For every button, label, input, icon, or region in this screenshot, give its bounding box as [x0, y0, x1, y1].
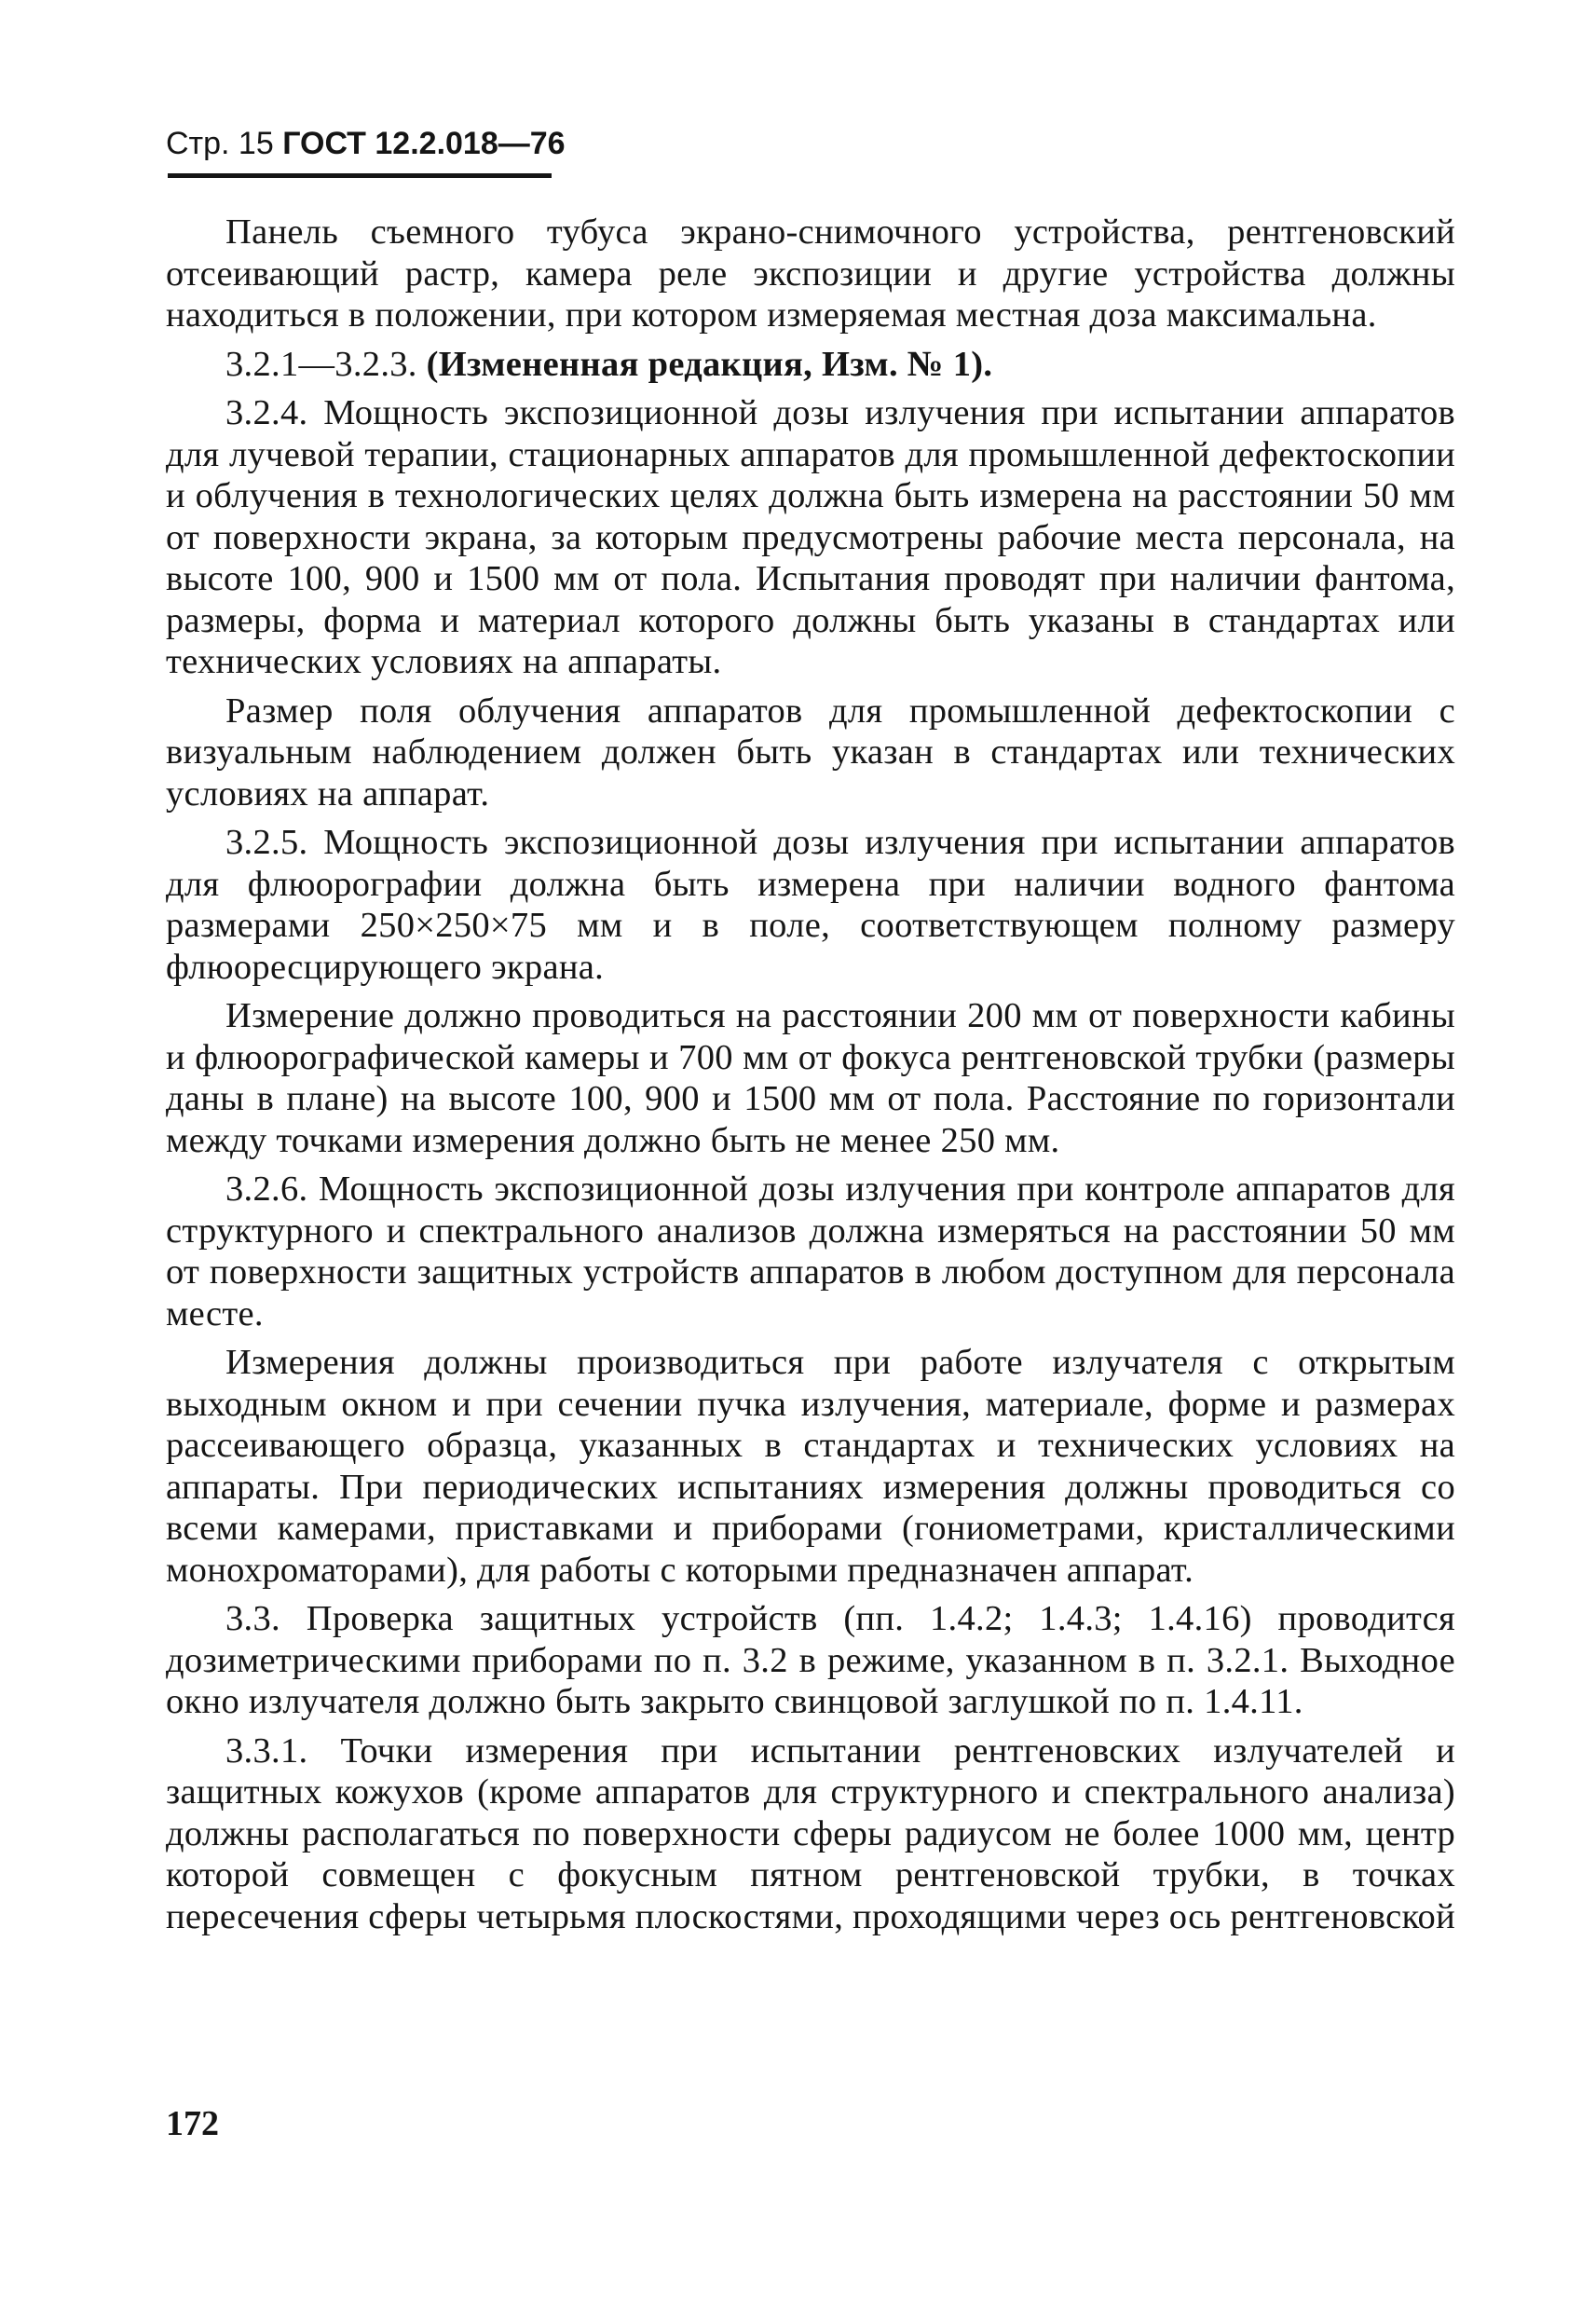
- paragraph-3-2-5: 3.2.5. Мощность экспозиционной дозы излучения при испытании аппаратов для флюорографии должна быть измерена при наличии водного фантома размерами 250×250×75 мм и в поле, соответствующем полному размеру флюоресцирующего экрана.: [166, 823, 1455, 987]
- paragraph-amendment: [166, 344, 1455, 386]
- running-head: [166, 125, 566, 162]
- paragraph-field-size: Размер поля облучения аппаратов для промышленной дефектоскопии с визуальным наблюдением должен быть указан в стандартах или технических условиях на аппарат.: [166, 691, 1455, 814]
- paragraph-3-2-4: 3.2.4. Мощность экспозиционной дозы излучения при испытании аппаратов для лучевой терапии, стационарных аппаратов для промышленной дефектоскопии и облучения в технологических целях должна быть измерена на расстоянии 50 мм от поверхности экрана, за которым предусмотрены рабочие места персонала, на высоте 100, 900 и 1500 мм от пола. Испытания проводят при наличии фантома, размеры, форма и материал которого должны быть указаны в стандартах или технических условиях на аппараты.: [166, 393, 1455, 681]
- header-rule: [168, 173, 552, 178]
- standard-number: ГОСТ 12.2.018—76: [282, 126, 566, 161]
- amendment-note: (Измененная редакция, Изм. № 1).: [426, 344, 993, 384]
- paragraph-device-panel: Панель съемного тубуса экрано-снимочного устройства, рентгеновский отсеивающий растр, камера реле экспозиции и другие устройства должны находиться в положении, при котором измеряемая местная доза максимальна.: [166, 212, 1455, 335]
- paragraph-measurement-distance: Измерение должно проводиться на расстоянии 200 мм от поверхности кабины и флюорографической камеры и 700 мм от фокуса рентгеновской трубки (размеры даны в плане) на высоте 100, 900 и 1500 мм от пола. Расстояние по горизонтали между точками измерения должно быть не менее 250 мм.: [166, 996, 1455, 1160]
- paragraph-3-3-1: 3.3.1. Точки измерения при испытании рентгеновских излучателей и защитных кожухов (кроме аппаратов для структурного и спектрального анализа) должны располагаться по поверхности сферы радиусом не более 1000 мм, центр которой совмещен с фокусным пятном рентгеновской трубки, в точках пересечения сферы четырьмя плоскостями, проходящими через ось рентгеновской: [166, 1730, 1455, 1936]
- paragraph-3-3: 3.3. Проверка защитных устройств (пп. 1.4.2; 1.4.3; 1.4.16) проводится дозиметрическими приборами по п. 3.2 в режиме, указанном в п. 3.2.1. Выходное окно излучателя должно быть закрыто свинцовой заглушкой по п. 1.4.11.: [166, 1599, 1455, 1721]
- body-text: [166, 212, 1455, 1945]
- paragraph-3-2-6: 3.2.6. Мощность экспозиционной дозы излучения при контроле аппаратов для структурного и спектрального анализов должна измеряться на расстоянии 50 мм от поверхности защитных устройств аппаратов в любом доступном для персонала месте.: [166, 1169, 1455, 1333]
- page-number: 172: [166, 2104, 219, 2143]
- amendment-ref: 3.2.1—3.2.3.: [225, 344, 417, 384]
- paragraph-measurement-conditions: Измерения должны производиться при работе излучателя с открытым выходным окном и при сечении пучка излучения, материале, форме и размерах рассеивающего образца, указанных в стандартах и технических условиях на аппараты. При периодических испытаниях измерения должны проводиться со всеми камерами, приставками и приборами (гониометрами, кристаллическими монохроматорами), для работы с которыми предназначен аппарат.: [166, 1343, 1455, 1590]
- page-label: Стр. 15: [166, 126, 274, 161]
